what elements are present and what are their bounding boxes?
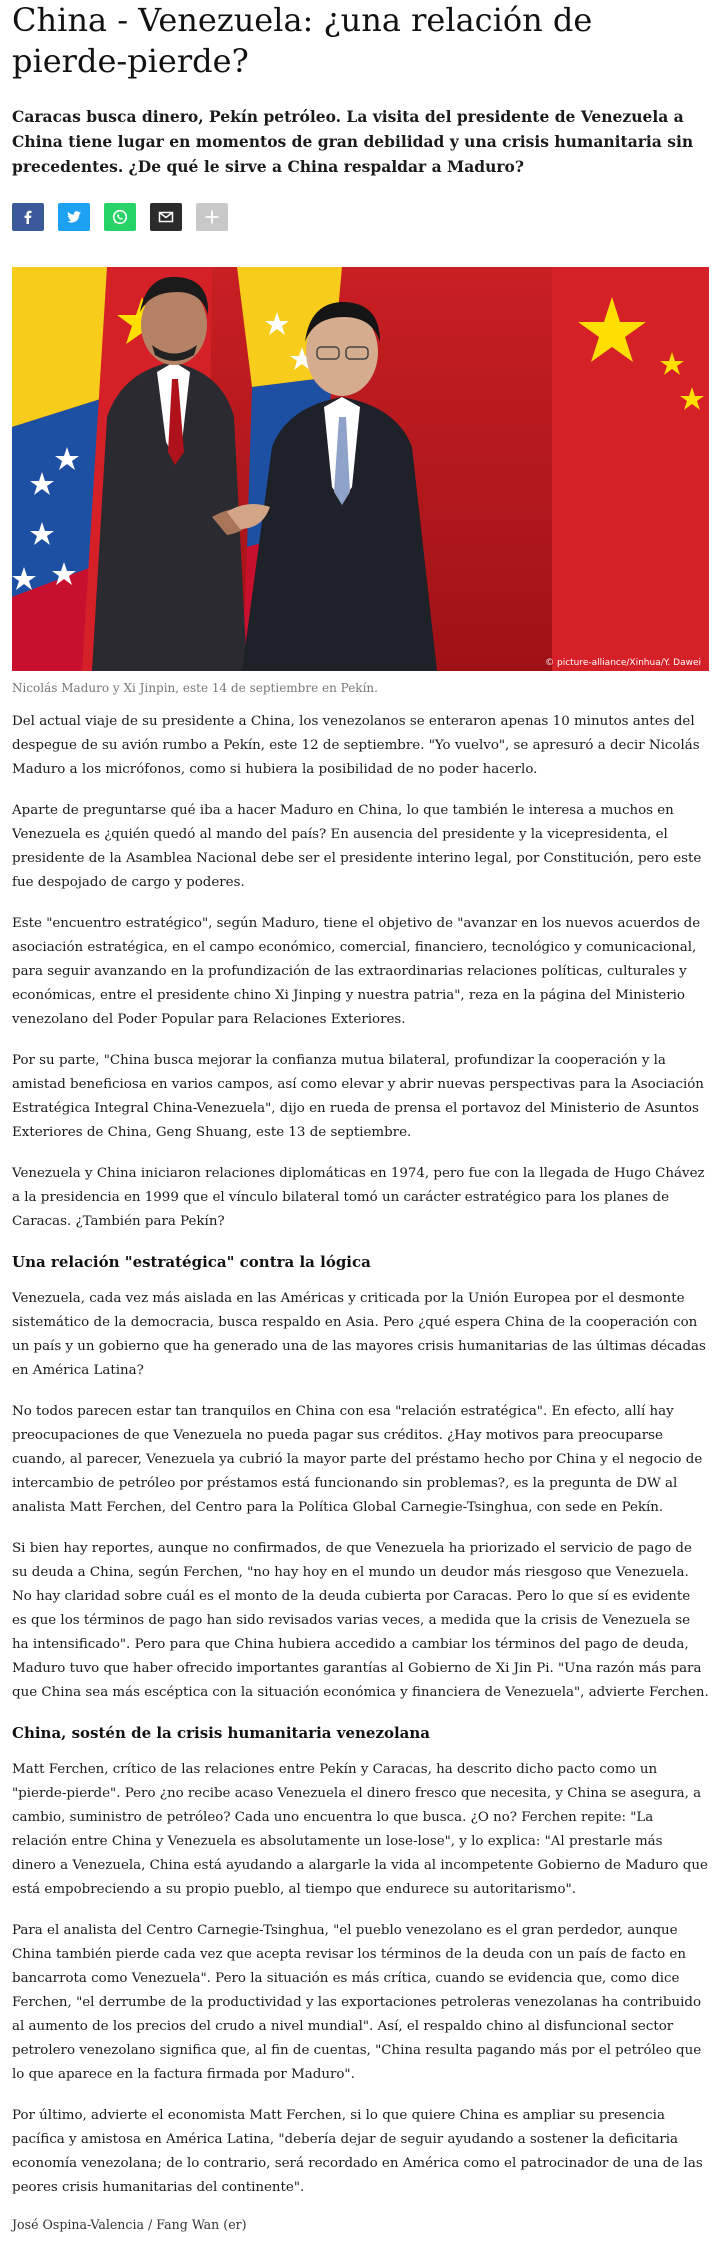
paragraph: Matt Ferchen, crítico de las relaciones entre Pekín y Caracas, ha descrito dicho pacto como un "pierde-pierde". Pero ¿no recibe acaso Venezuela el dinero fresco que necesita, y China se asegura, a cambio, suministro de petróleo? Cada uno encuentra lo que busca. ¿O no? Ferchen repite: "La relación entre China y Venezuela es absolutamente un lose-lose", y lo explica: "Al prestarle más dinero a Venezuela, China está ayudando a alargarle la vida al incompetente Gobierno de Maduro que está empobreciendo a su propio pueblo, al tiempo que endurece su autoritarismo".: [12, 1762, 708, 1897]
page-title: China - Venezuela: ¿una relación de pierde-pierde?: [12, 1, 593, 80]
whatsapp-icon: [110, 207, 130, 227]
section-heading: China, sostén de la crisis humanitaria venezolana: [12, 1724, 431, 1742]
photo-caption: Nicolás Maduro y Xi Jinpin, este 14 de septiembre en Pekín.: [12, 681, 378, 695]
paragraph: Por último, advierte el economista Matt Ferchen, si lo que quiere China es ampliar su presencia pacífica y amistosa en América Latina, "debería dejar de seguir ayudando a sostener la deficitaria economía venezolana; de lo contrario, será recordado en América como el patrocinador de una de las peores crisis humanitarias del continente".: [12, 2108, 703, 2195]
article-photo: [12, 267, 709, 671]
mail-icon: [156, 207, 176, 227]
author-byline: José Ospina-Valencia / Fang Wan (er): [12, 2217, 247, 2232]
mail-share-button[interactable]: [150, 203, 182, 231]
whatsapp-share-button[interactable]: [104, 203, 136, 231]
plus-icon: [202, 207, 222, 227]
china-flag-right: [552, 267, 709, 671]
paragraph: Este "encuentro estratégico", según Maduro, tiene el objetivo de "avanzar en los nuevos acuerdos de asociación estratégica, en el campo económico, comercial, financiero, tecnológico y comunicacional, para seguir avanzando en la profundización de las extraordinarias relaciones políticas, culturales y económicas, entre el presidente chino Xi Jinping y nuestra patria", reza en la página del Ministerio venezolano del Poder Popular para Relaciones Exteriores.: [12, 916, 701, 1027]
paragraph: Del actual viaje de su presidente a China, los venezolanos se enteraron apenas 10 minutos antes del despegue de su avión rumbo a Pekín, este 12 de septiembre. "Yo vuelvo", se apresuró a decir Nicolás Maduro a los micrófonos, como si hubiera la posibilidad de no poder hacerlo.: [12, 714, 700, 777]
paragraph: No todos parecen estar tan tranquilos en China con esa "relación estratégica". En efecto, allí hay preocupaciones de que Venezuela no pueda pagar sus créditos. ¿Hay motivos para preocuparse cuando, al parecer, Venezuela ya cubrió la mayor parte del préstamo hecho por China y el negocio de intercambio de petróleo por préstamos está funcionando sin problemas?, es la pregunta de DW al analista Matt Ferchen, del Centro para la Política Global Carnegie-Tsinghua, con sede en Pekín.: [12, 1404, 703, 1515]
photo-credit: © picture-alliance/Xinhua/Y. Dawei: [545, 658, 701, 668]
facebook-icon: [18, 207, 38, 227]
share-bar: [12, 203, 709, 231]
paragraph: Venezuela y China iniciaron relaciones diplomáticas en 1974, pero fue con la llegada de Hugo Chávez a la presidencia en 1999 que el vínculo bilateral tomó un carácter estratégico para los planes de Caracas. ¿También para Pekín?: [12, 1166, 705, 1229]
paragraph: Venezuela, cada vez más aislada en las Américas y criticada por la Unión Europea por el desmonte sistemático de la democracia, busca respaldo en Asia. Pero ¿qué espera China de la cooperación con un país y un gobierno que ha generado una de las mayores crisis humanitarias de las últimas décadas en América Latina?: [12, 1291, 706, 1378]
twitter-share-button[interactable]: [58, 203, 90, 231]
facebook-share-button[interactable]: [12, 203, 44, 231]
article-lead: Caracas busca dinero, Pekín petróleo. La visita del presidente de Venezuela a China tiene lugar en momentos de gran debilidad y una crisis humanitaria sin precedentes. ¿De qué le sirve a China respaldar a Maduro?: [12, 107, 694, 176]
paragraph: Si bien hay reportes, aunque no confirmados, de que Venezuela ha priorizado el servicio de pago de su deuda a China, según Ferchen, "no hay hoy en el mundo un deudor más riesgoso que Venezuela. No hay claridad sobre cuál es el monto de la deuda cubierta por Caracas. Pero lo que sí es evidente es que los términos de pago han sido revisados varias veces, a medida que la crisis de Venezuela se ha intensificado". Pero para que China hubiera accedido a cambiar los términos del pago de deuda, Maduro tuvo que haber ofrecido importantes garantías al Gobierno de Xi Jin Pi. "Una razón más para que China sea más escéptica con la situación económica y financiera de Venezuela", advierte Ferchen.: [12, 1541, 709, 1700]
paragraph: Para el analista del Centro Carnegie-Tsinghua, "el pueblo venezolano es el gran perdedor, aunque China también pierde cada vez que acepta revisar los términos de la deuda con un país de facto en bancarrota como Venezuela". Pero la situación es más crítica, cuando se evidencia que, como dice Ferchen, "el derrumbe de la productividad y las exportaciones petroleras venezolanas ha contribuido al aumento de los precios del crudo a nivel mundial". Así, el respaldo chino al disfuncional sector petrolero venezolano significa que, al fin de cuentas, "China resulta pagando más por el petróleo que lo que aparece en la factura firmada por Maduro".: [12, 1923, 702, 2082]
twitter-icon: [64, 207, 84, 227]
paragraph: Por su parte, "China busca mejorar la confianza mutua bilateral, profundizar la cooperación y la amistad beneficiosa en varios campos, así como elevar y abrir nuevas perspectivas para la Asociación Estratégica Integral China-Venezuela", dijo en rueda de prensa el portavoz del Ministerio de Asuntos Exteriores de China, Geng Shuang, este 13 de septiembre.: [12, 1053, 704, 1140]
article-body: [12, 710, 709, 2232]
section-heading: Una relación "estratégica" contra la lógica: [12, 1253, 371, 1271]
more-share-button[interactable]: [196, 203, 228, 231]
paragraph: Aparte de preguntarse qué iba a hacer Maduro en China, lo que también le interesa a muchos en Venezuela es ¿quién quedó al mando del país? En ausencia del presidente y la vicepresidenta, el presidente de la Asamblea Nacional debe ser el presidente interino legal, por Constitución, pero este fue despojado de cargo y poderes.: [12, 803, 702, 890]
photo-illustration: [12, 267, 709, 671]
